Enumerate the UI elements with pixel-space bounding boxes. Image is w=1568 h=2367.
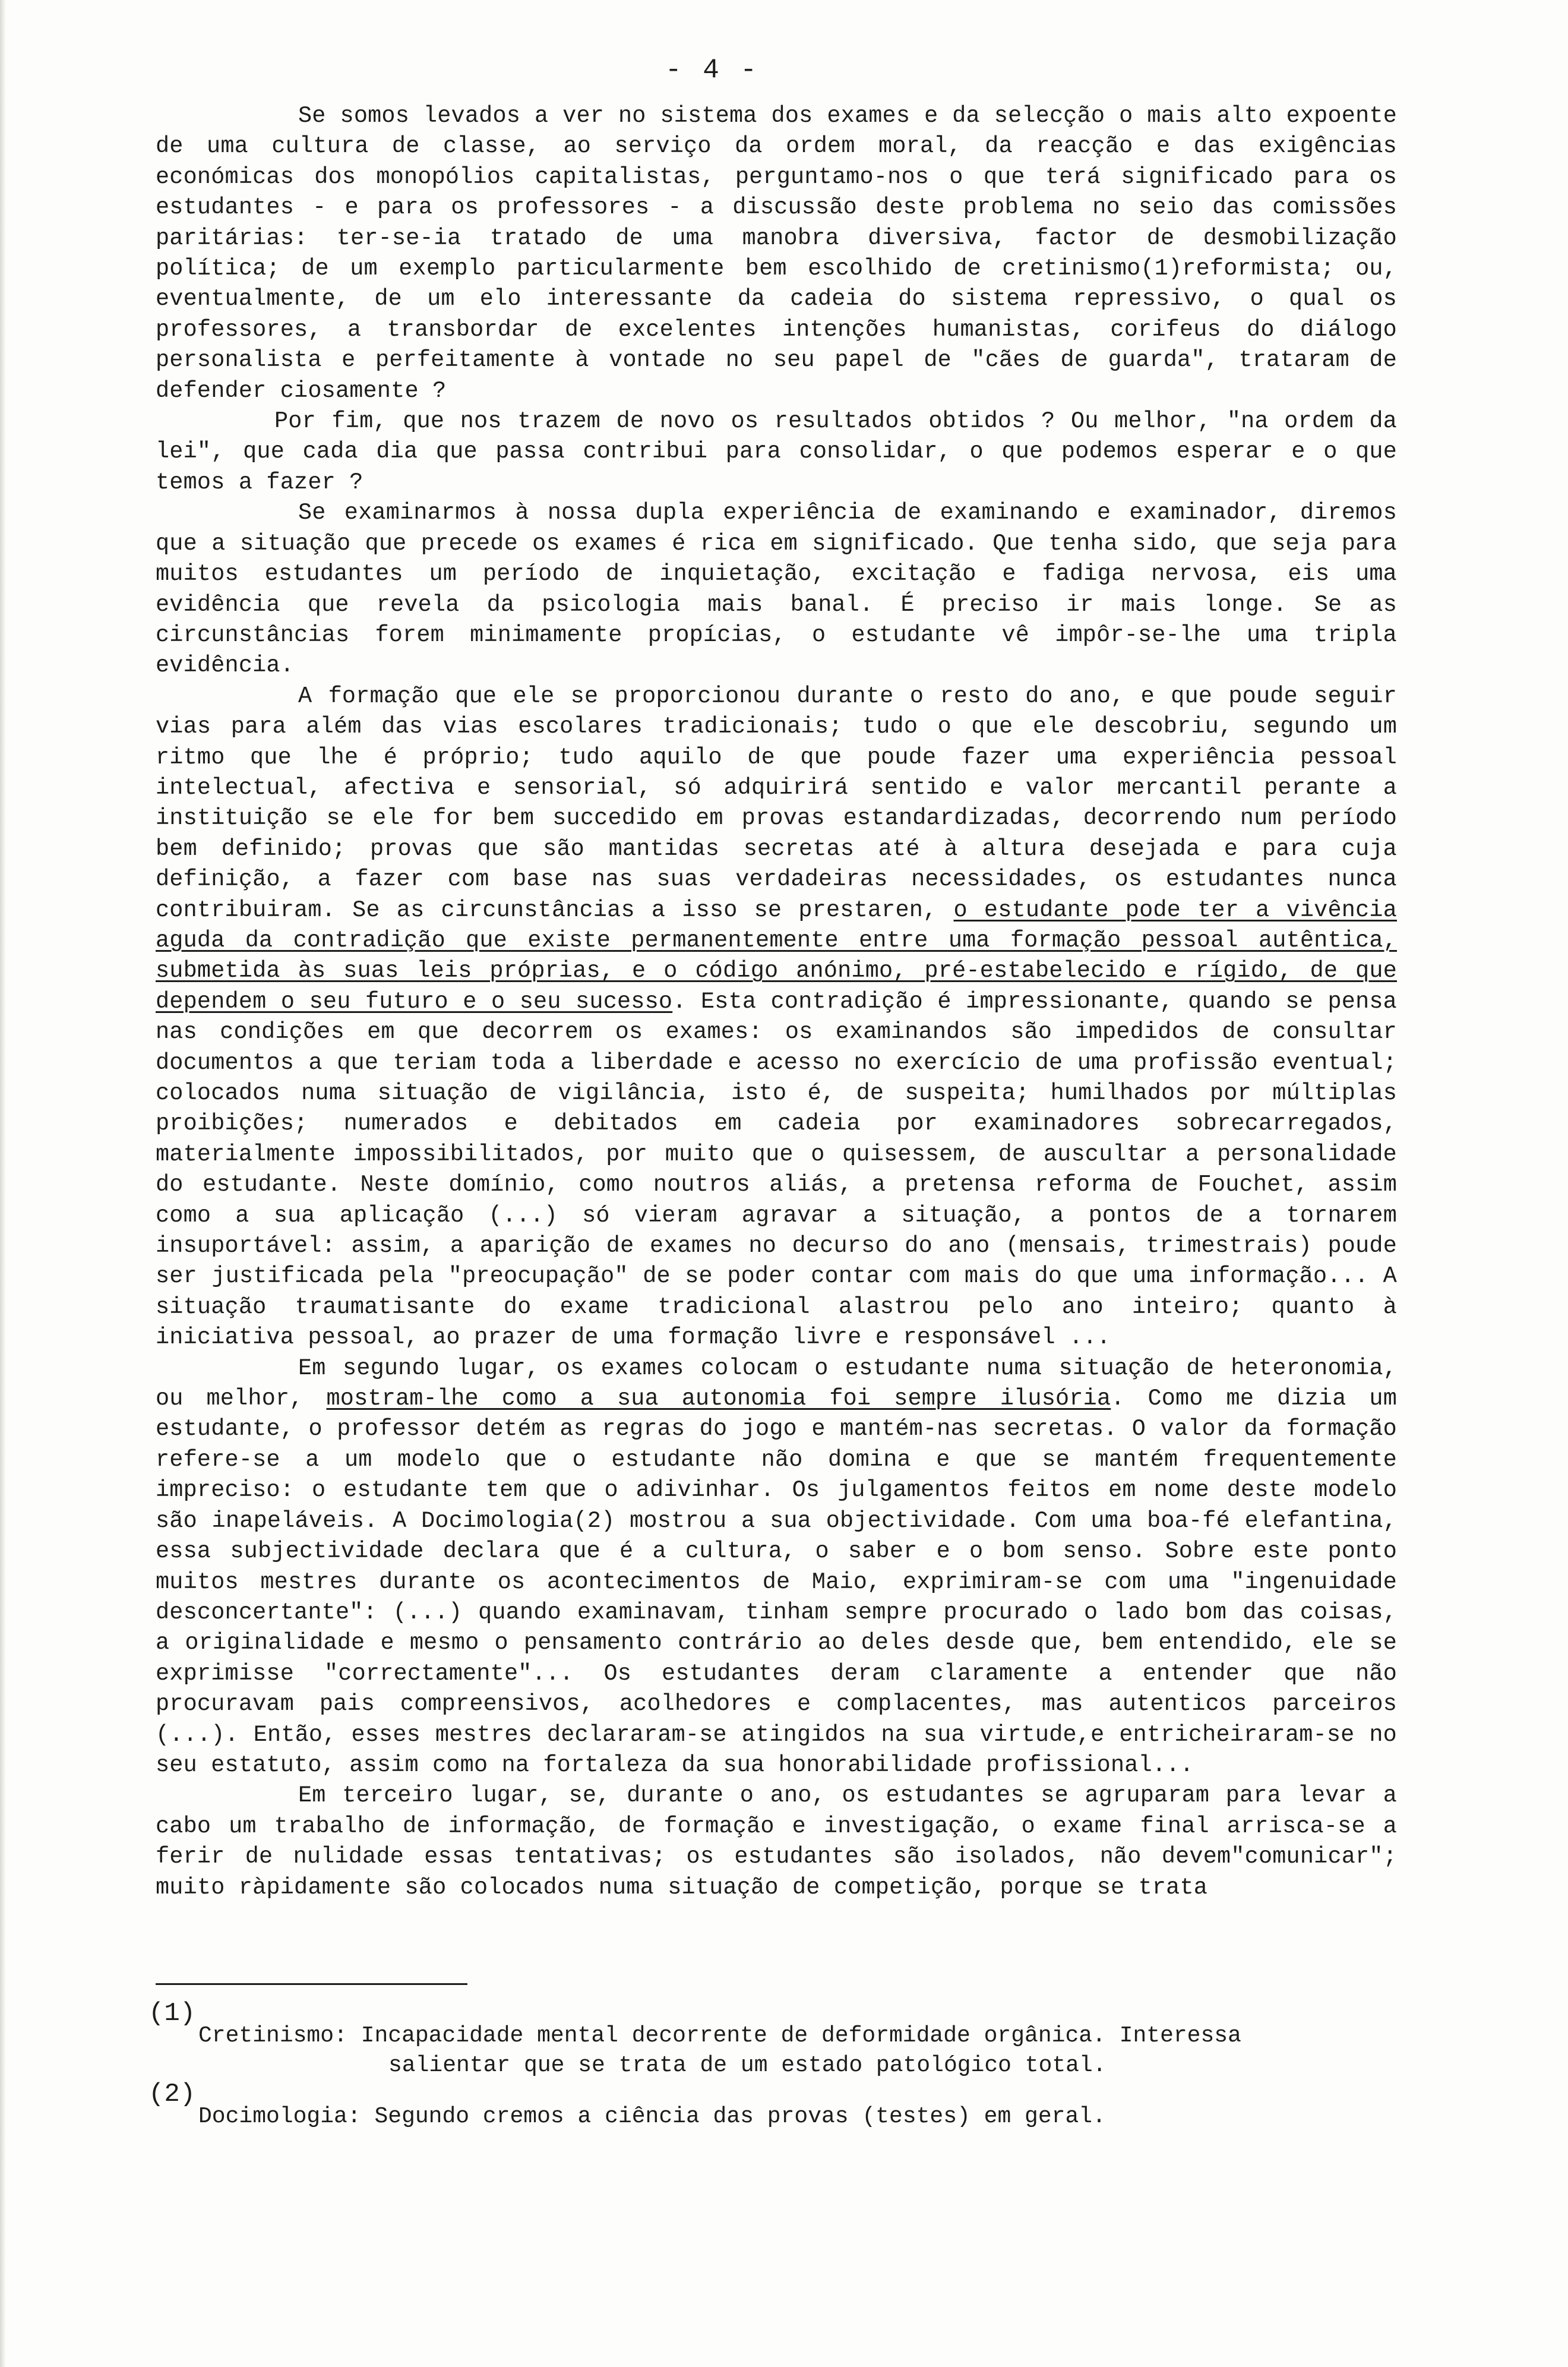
body-text [156, 101, 1397, 1903]
paragraph [156, 101, 1397, 406]
footnote-mark: (1) [148, 1999, 196, 2028]
paragraph-text: . Como me dizia um estudante, o professor detém as regras do jogo e mantém-nas secretas. O valor da formação refere-se a um modelo que o estudante não domina e que se mantém frequentemente impreciso: o estudante tem que o adivinhar. Os julgamentos feitos em nome deste modelo são inapeláveis. A Docimologia(2) mostrou a sua objectividade. Com uma boa-fé elefantina, essa subjectividade declara que é a cultura, o saber e o bom senso. Sobre este ponto muitos mestres durante os acontecimentos de Maio, exprimiram-se com uma "ingenuidade desconcertante": (...) quando examinavam, tinham sempre procurado o lado bom das coisas, a originalidade e mesmo o pensamento contrário ao deles desde que, bem entendido, ele se exprimisse "correctamente"... Os estudantes deram claramente a entender que não procuravam pais compreensivos, acolhedores e complacentes, mas autenticos parceiros (...). Então, esses mestres declararam-se atingidos na sua virtude,e entricheiraram-se no seu estatuto, assim como na fortaleza da sua honorabilidade profissional... [156, 1386, 1398, 1778]
paragraph [156, 681, 1397, 1353]
paragraph-text: Em terceiro lugar, se, durante o ano, os estudantes se agruparam para levar a cabo um trabalho de informação, de formação e investigação, o exame final arrisca-se a ferir de nulidade essas tentativas; os estudantes são isolados, não devem"comunicar"; muito ràpidamente são colocados numa situação de competição, porque se trata [156, 1782, 1397, 1901]
footnote-text [198, 2102, 1481, 2132]
footnote-term: Docimologia: [198, 2104, 361, 2129]
footnote-line: salientar que se trata de um estado patológico total. [388, 2053, 1107, 2078]
paragraph-text: . Esta contradição é impressionante, quando se pensa nas condições em que decorrem os exames: os examinandos são impedidos de consultar documentos a que teriam toda a liberdade e acesso no exercício de uma profissão eventual; colocados numa situação de vigilância, isto é, de suspeita; humilhados por múltiplas proibições; numerados e debitados em cadeia por examinadores sobrecarregados, materialmente impossibilitados, por muito que o quisessem, de auscultar a personalidade do estudante. Neste domínio, como noutros aliás, a pretensa reforma de Fouchet, assim como a sua aplicação (...) só vieram agravar a situação, a pontos de a tornarem insuportável: assim, a aparição de exames no decurso do ano (mensais, trimestrais) poude ser justificada pela "preocupação" de se poder contar com mais do que uma informação... A situação traumatisante do exame tradicional alastrou pelo ano inteiro; quanto à iniciativa pessoal, ao prazer de uma formação livre e responsável ... [156, 988, 1397, 1351]
footnote-line: Incapacidade mental decorrente de deformidade orgânica. Interessa [361, 2023, 1241, 2049]
scan-edge-shadow [0, 0, 6, 2367]
paragraph-text: Se somos levados a ver no sistema dos exames e da selecção o mais alto expoente de uma cultura de classe, ao serviço da ordem moral, da reacção e das exigências económicas dos monopólios capitalistas, perguntamo-nos o que terá significado para os estudantes - e para os professores - a discussão deste problema no seio das comissões paritárias: ter-se-ia tratado de uma manobra diversiva, factor de desmobilização política; de um exemplo particularmente bem escolhido de cretinismo(1)reformista; ou, eventualmente, de um elo interessante da cadeia do sistema repressivo, o qual os professores, a transbordar de excelentes intenções humanistas, corifeus do diálogo personalista e perfeitamente à vontade no seu papel de "cães de guarda", trataram de defender ciosamente ? [156, 103, 1397, 404]
paragraph-text: Em segundo lugar, os exames colocam o estudante numa situação de heteronomia, ou melhor, [156, 1355, 1397, 1412]
paragraph [156, 1353, 1397, 1781]
paragraph-text: Se examinarmos à nossa dupla experiência de examinando e examinador, diremos que a situação que precede os exames é rica em significado. Que tenha sido, que seja para muitos estudantes um período de inquietação, excitação e fadiga nervosa, eis uma evidência que revela da psicologia mais banal. É preciso ir mais longe. Se as circunstâncias forem minimamente propícias, o estudante vê impôr-se-lhe uma tripla evidência. [156, 500, 1397, 679]
footnote-line: Segundo cremos a ciência das provas (testes) em geral. [374, 2104, 1106, 2129]
paragraph-text: A formação que ele se proporcionou durante o resto do ano, e que poude seguir vias para além das vias escolares tradicionais; tudo o que ele descobriu, segundo um ritmo que lhe é próprio; tudo aquilo de que poude fazer uma experiência pessoal intelectual, afectiva e sensorial, só adquirirá sentido e valor mercantil perante a instituição se ele for bem succedido em provas estandardizadas, decorrendo num período bem definido; provas que são mantidas secretas até à altura desejada e para cuja definição, a fazer com base nas suas verdadeiras necessidades, os estudantes nunca contribuiram. Se as circunstâncias a isso se prestaren, [156, 683, 1397, 923]
underlined-passage: o estudante pode ter a vivência aguda da contradição que existe permanentemente entre uma formação pessoal autêntica, submetida às suas leis próprias, e o código anónimo, pré-estabelecido e rígido, de que dependem o seu futuro e o seu sucesso [156, 897, 1397, 1015]
paragraph [156, 498, 1397, 681]
paragraph [156, 1781, 1397, 1903]
paragraph-text: Por fim, que nos trazem de novo os resultados obtidos ? Ou melhor, "na ordem da lei", que cada dia que passa contribui para consolidar, o que podemos esperar e o que temos a fazer ? [156, 408, 1397, 496]
paragraph [156, 406, 1397, 498]
page-number: - 4 - [665, 55, 760, 86]
footnote-text [198, 2021, 1481, 2081]
footnote-separator [156, 1983, 467, 1985]
footnote-mark: (2) [148, 2079, 196, 2109]
underlined-passage: mostram-lhe como a sua autonomia foi sempre ilusória [326, 1386, 1111, 1412]
footnote-term: Cretinismo: [198, 2023, 347, 2049]
